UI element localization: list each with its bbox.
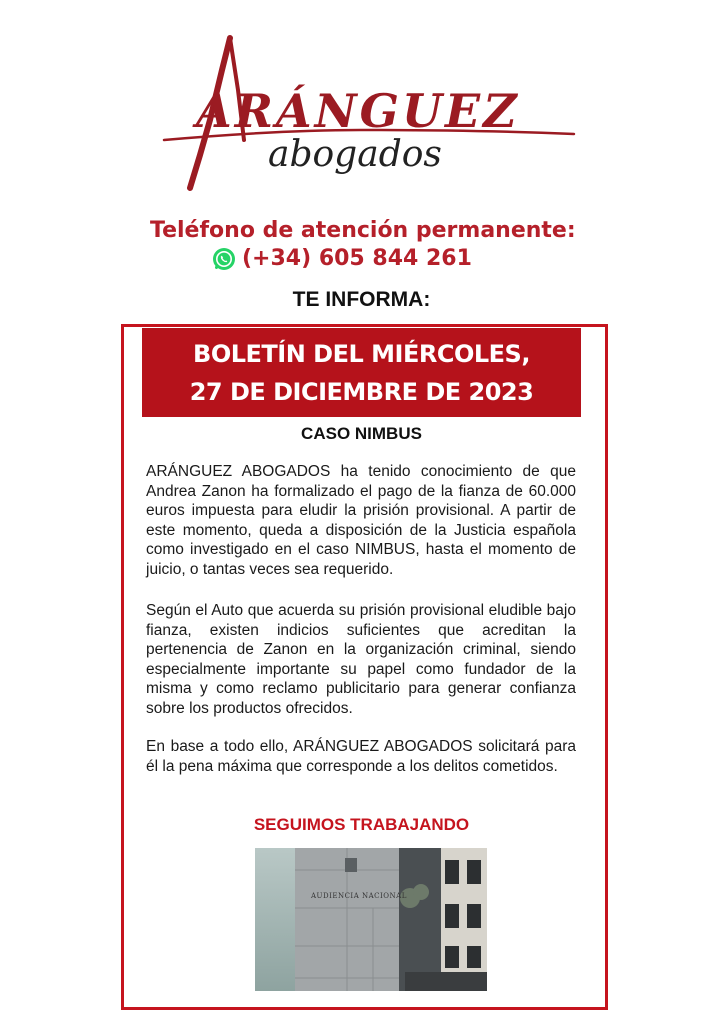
whatsapp-icon	[212, 247, 236, 271]
paragraph-1: ARÁNGUEZ ABOGADOS ha tenido conocimiento de que Andrea Zanon ha formalizado el pago de la fianza de 60.000 euros impuesta para eludir la prisión provisional. A partir de este momento, queda a disposición de la Justicia española como investigado en el caso NIMBUS, hasta el momento de juicio, o tantas veces sea requerido.	[146, 463, 576, 578]
case-title: CASO NIMBUS	[301, 424, 422, 443]
firm-logo	[160, 30, 580, 200]
bulletin-day: BOLETÍN DEL MIÉRCOLES,	[193, 340, 530, 368]
closing-slogan: SEGUIMOS TRABAJANDO	[253, 815, 470, 834]
paragraph-2: Según el Auto que acuerda su prisión provisional eludible bajo fianza, existen indicios suficientes que acreditan la pertenencia de Zanon en la organización criminal, siendo especialmente importante su papel como fundador de la misma y como reclamo publicitario para generar confianza sobre los productos ofrecidos.	[146, 602, 576, 717]
building-sign: AUDIENCIA NACIONAL	[311, 892, 407, 900]
logo-wordmark: ARÁNGUEZ	[196, 84, 520, 138]
audiencia-nacional-photo	[255, 848, 487, 991]
phone-label: Teléfono de atención permanente:	[150, 218, 576, 243]
bulletin-date: 27 DE DICIEMBRE DE 2023	[189, 378, 534, 406]
paragraph-3: En base a todo ello, ARÁNGUEZ ABOGADOS solicitará para él la pena máxima que corresponde a los delitos cometidos.	[146, 738, 576, 775]
phone-number[interactable]: (+34) 605 844 261	[242, 246, 472, 271]
bulletin-banner	[142, 328, 581, 417]
logo-subtitle: abogados	[268, 134, 442, 175]
phone-row[interactable]	[212, 246, 472, 271]
te-informa-heading: TE INFORMA:	[292, 288, 431, 311]
